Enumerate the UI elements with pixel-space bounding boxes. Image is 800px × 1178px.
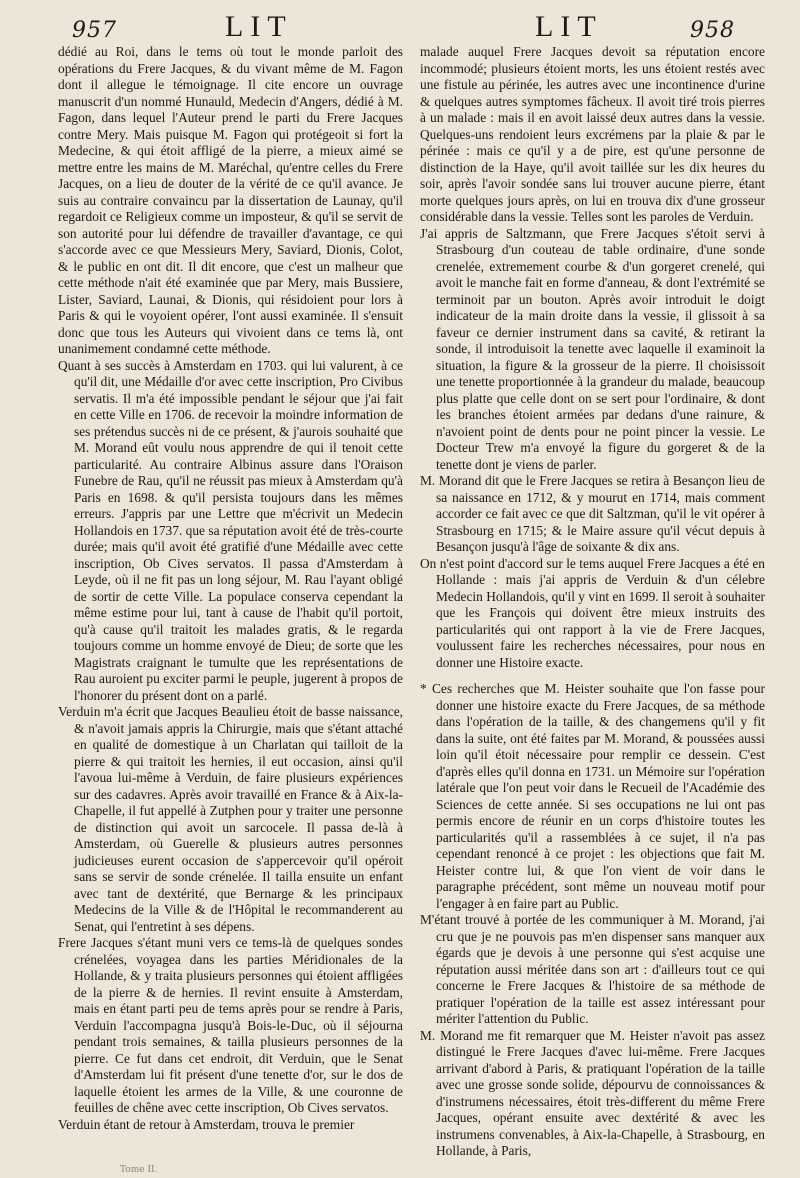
- paragraph: malade auquel Frere Jacques devoit sa réputation encore incommodé; plusieurs étoient morts, les uns étoient restés avec une fistule au périnée, les autres avec une incontinence d'urine & quelques autres symptomes fâcheux. Il avoit tiré trois pierres à un malade : mais il en avoit laissé deux autres dans la vessie. Quelques-uns rendoient leurs excrémens par la plaie & par le périnée : mais ce qu'il y a de pire, est qu'une personne de distinction de la Haye, qu'il avoit taillée sur les dix heures du soir, après l'avoir sondée sans lui trouver aucune pierre, étant morte quelques jours après, on lui en trouva dix d'une grosseur considérable dans la vessie. Telles sont les paroles de Verduin.: [420, 44, 765, 224]
- running-head-right: LIT: [535, 10, 603, 43]
- paragraph: dédié au Roi, dans le tems où tout le monde parloit des opérations du Frere Jacques, & du vivant même de M. Fagon dont il allegue le témoignage. Il cite encore un ouvrage manuscrit d'un nommé Hunauld, Medecin d'Angers, dédié à M. Fagon, dans lequel l'Auteur prend le parti du Frere Jacques contre Mery. Mais puisque M. Fagon qui protégeoit si fort la Medecine, & qui étoit affligé de la pierre, a mieux aimé se mettre entre les mains de M. Maréchal, qu'entre celles du Frere Jacques, on a lieu de douter de la vérité de ce qu'il avance. Je suis au contraire convaincu par la dissertation de Launay, qu'il regardoit ce Religieux comme un imposteur, & qu'il se servit de son autorité pour lui défendre de travailler d'avantage, ce qui s'accorde avec ce que Messieurs Mery, Saviard, Dionis, Colot, & le public en ont dit. Il dit encore, que c'est un malheur que cette méthode n'ait été examinée que par Mery, mais Bussiere, Lister, Saviard, Launai, & Dionis, qui résidoient pour lors à Paris & qui le voyoient opérer, l'ont aussi examinée. Il s'ensuit donc que tous les Auteurs qui vivoient dans ce tems là, ont unanimement condamné cette méthode.: [58, 44, 403, 356]
- paragraph: M'étant trouvé à portée de les communiquer à M. Morand, j'ai cru que je ne pouvois pas m'en dispenser sans manquer aux égards que je devois à une personne qui s'est acquise une réputation aussi méritée dans son art : d'ailleurs tout ce qui concerne le Frere Jacques & l'histoire de sa méthode de pratiquer l'opération de la taille est assez intéressant pour mériter l'attention du Public.: [420, 912, 765, 1026]
- running-head-left: LIT: [225, 10, 293, 43]
- paragraph: M. Morand dit que le Frere Jacques se retira à Besançon lieu de sa naissance en 1712, & y mourut en 1714, mais comment accorder ce fait avec ce que dit Saltzman, qu'il le vit opérer à Strasbourg en 1715; & le Maire assure qu'il vécut depuis à Besançon jusqu'à l'âge de soixante & dix ans.: [420, 473, 765, 554]
- paragraph: Frere Jacques s'étant muni vers ce tems-là de quelques sondes crénelées, voyagea dans les parties Méridionales de la Hollande, & y traita plusieurs personnes qui étoient affligées de la pierre & de hernies. Il revint ensuite à Amsterdam, mais en étant parti peu de tems après pour se rendre à Paris, Verduin l'accompagna jusqu'à Bois-le-Duc, où il séjourna pendant trois semaines, & tailla plusieurs personnes de la pierre. Ce fut dans cet endroit, dit Verduin, que le Senat d'Amsterdam lui fit présent d'une tenette d'or, sur le dos de laquelle étoient les armes de la Ville, & une couronne de feuilles de chêne avec cette inscription, Ob Cives servatos.: [58, 935, 403, 1115]
- paragraph: J'ai appris de Saltzmann, que Frere Jacques s'étoit servi à Strasbourg d'un couteau de table ordinaire, d'une sonde crenelée, extremement courbe & d'un gorgeret crenelé, qui avoit le manche fait en forme d'anneau, & dont l'extrémité se terminoit par un bouton. Après avoir introduit le doigt indicateur de la main droite dans la vessie, il glissoit à sa faveur ce dernier instrument dans sa cavité, & retirant la sonde, il introduisoit la tenette avec laquelle il examinoit la situation, la figure & la grosseur de la pierre. Il choisissoit une tenette proportionnée à la grandeur du malade, beaucoup plus platte que celle dont on se sert pour l'ordinaire, & dont les branches étoient armées par dedans d'une rainure, & n'avoient point de dents pour ne point pincer la vessie. Le Docteur Trew m'a envoyé la figure du gorgeret & de la tenette dont je viens de parler.: [420, 225, 765, 472]
- right-column: [420, 44, 765, 1160]
- signature-mark: Tome II.: [120, 1165, 158, 1175]
- paragraph: On n'est point d'accord sur le tems auquel Frere Jacques a été en Hollande : mais j'ai appris de Verduin & d'un célebre Medecin Hollandois, qu'il y vint en 1699. Il seroit à souhaiter que les François qui doivent être mieux instruits des particularités qui ont rapport à la vie de Frere Jacques, voulussent faire les recherches nécessaires, pour nous en donner une Histoire exacte.: [420, 555, 765, 670]
- page-number-right: 958: [690, 18, 735, 43]
- page-number-left: 957: [72, 18, 117, 43]
- paragraph: Quant à ses succès à Amsterdam en 1703. qui lui valurent, à ce qu'il dit, une Médaille d'or avec cette inscription, Pro Civibus servatis. Il m'a été impossible pendant le séjour que j'ai fait en cette Ville en 1706. de recevoir la moindre information de ses prétendus succès ni de ce présent, & j'aurois souhaité que M. Morand eût voulu nous apprendre de qui il tenoit cette particularité. Au contraire Albinus assure dans l'Oraison Funebre de Rau, qu'il ne réussit pas mieux à Amsterdam qu'à Paris en 1698. & qu'il persista toujours dans les mêmes erreurs. J'appris par une Lettre que m'écrivit un Medecin Hollandois en 1737. que sa réputation avoit été de très-courte durée; mais qu'il avoit été gratifié d'une Médaille avec cette inscription, Ob Cives servatos. Il passa d'Amsterdam à Leyde, où il ne fit pas un long séjour, M. Rau l'ayant obligé de sortir de cette Ville. La populace conserva cependant la même estime pour lui, tant à cause de l'habit qu'il portoit, qu'à cause qu'il traitoit les malades gratis, & le regarda toujours comme un homme envoyé de Dieu; de sorte que les Magistrats craignant le tumulte que les représentations de Rau auroient pu exciter parmi le peuple, jugerent à propos de l'honorer du présent dont on a parlé.: [58, 357, 403, 703]
- annotation-paragraph: * Ces recherches que M. Heister souhaite que l'on fasse pour donner une histoire exacte du Frere Jacques, de sa méthode dans l'opération de la taille, & des changemens qu'il y fit dans la suite, ont été faites par M. Morand, & poussées aussi loin qu'il étoit nécessaire pour remplir ce dessein. C'est d'après elles qu'il donna en 1731. un Mémoire sur l'opération latérale que l'on peut voir dans le Recueil de l'Académie des Sciences de cette année. Si ses occupations ne lui ont pas permis encore de réunir en un corps d'histoire toutes les particularités qu'il a rassemblées à ce sujet, il n'a pas cependant renoncé à ce projet : les objections que fait M. Heister contre lui, & que l'on vient de voir dans le paragraphe précédent, sont même un nouveau motif pour l'engager à en faire part au Public.: [420, 681, 765, 911]
- paragraph: Verduin étant de retour à Amsterdam, trouva le premier: [58, 1116, 355, 1132]
- paragraph: M. Morand me fit remarquer que M. Heister n'avoit pas assez distingué le Frere Jacques d'avec lui-même. Frere Jacques arrivant d'abord à Paris, & pratiquant l'opération de la taille avec une grosse sonde solide, dépourvu de connoissances & d'instrumens nécessaires, étoit très-different du même Frere Jacques, opérant ensuite avec dextérité & avec les instrumens convenables, à Aix-la-Chapelle, à Strasbourg, en Hollande, à Paris,: [420, 1027, 765, 1158]
- paragraph: Verduin m'a écrit que Jacques Beaulieu étoit de basse naissance, & n'avoit jamais appris la Chirurgie, mais que s'étant attaché en qualité de domestique à un Charlatan qui tailloit de la pierre & qui traitoit les hernies, il eut occasion, ainsi qu'il l'avoua lui-même à Verduin, de faire plusieurs expériences sur des cadavres. Après avoir travaillé en France & à Aix-la-Chapelle, il fut appellé à Zutphen pour y traiter une personne de distinction qui avoit un sarcocele. Il passa de-là à Amsterdam, où Guerelle & plusieurs autres personnes judicieuses eurent occasion de s'appercevoir qu'il opéroit sans se servir de sonde crénelée. Il tailla ensuite un enfant avec tant de dextérité, que Bernarge & les principaux Medecins de la Ville & de l'Hôpital le recommanderent au Senat, qui l'entretint à ses dépens.: [58, 704, 403, 934]
- left-column: [58, 44, 403, 1133]
